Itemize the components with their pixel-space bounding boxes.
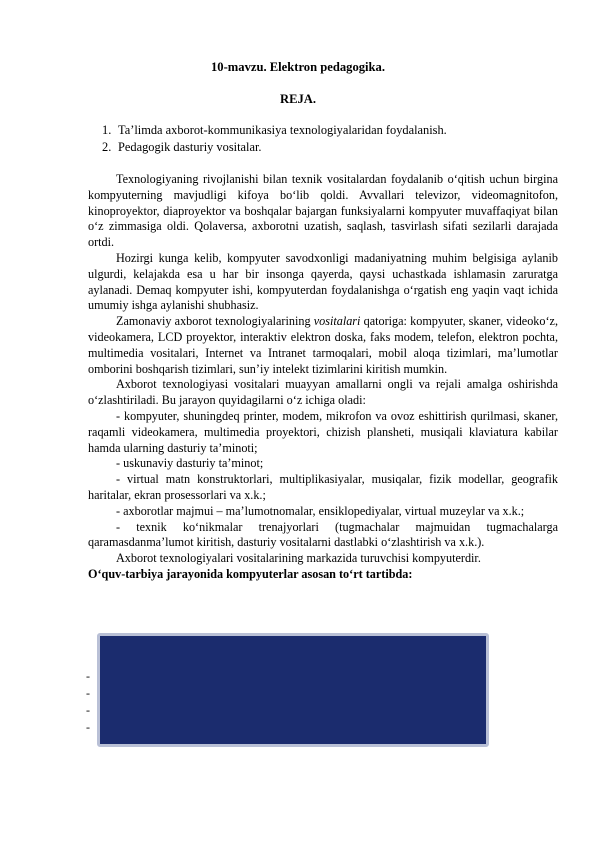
paragraph-text: qatoriga: kompyuter, skaner, videoko‘z, videokamera, LCD proyektor, interaktiv elektron doska, faks modem, telefon, elektron pochta, multimedia vositalari, Internet va Intranet tarmoqalari, mobil aloqa tizimlari, ma’lumotlar omborini boshqarish tizimlari, sun’iy intelekt tizimlarini kiritish mumkin.: [88, 314, 558, 376]
document-title: 10-mavzu. Elektron pedagogika.: [211, 60, 385, 74]
list-item: - virtual matn konstruktorlari, multiplikasiyalar, musiqalar, fizik modellar, geografik haritalar, ekran prosessorlari va x.k.;: [88, 472, 558, 502]
dash-marker: -: [86, 703, 90, 717]
section-lead: O‘quv-tarbiya jarayonida kompyuterlar asosan to‘rt tartibda:: [88, 566, 413, 581]
dash-marker: -: [86, 686, 90, 700]
plan-item-text: Ta’limda axborot-kommunikasiya texnologiyalaridan foydalanish.: [118, 123, 447, 137]
plan-item: [102, 139, 447, 156]
list-item: - uskunaviy dasturiy ta’minot;: [116, 456, 264, 471]
dash-list: [86, 668, 90, 736]
paragraph-text: Zamonaviy axborot texnologiyalarining: [116, 314, 314, 329]
dash-marker: -: [86, 720, 90, 734]
paragraph: Hozirgi kunga kelib, kompyuter savodxonligi madaniyatning muhim belgisiga aylanib ulgurdi, kelajakda esa u har bir insonga qayerda, qaysi uchastkada ishlamasin zaruratga aylanadi. Demaq kompyuter ishi, kompyuterdan foydalanishga o‘rgatish eng yaqin vaqt ichida umumiy ishga aylanishi shubhasiz.: [88, 250, 558, 313]
plan-heading: REJA.: [279, 92, 317, 106]
plan-item: [102, 122, 447, 139]
plan-item-text: Pedagogik dasturiy vositalar.: [118, 140, 262, 154]
italic-term: vositalari: [313, 314, 361, 329]
plan-item-number: 2.: [102, 140, 112, 154]
dash-marker: -: [86, 669, 90, 683]
plan-list: [102, 122, 447, 156]
body-text: [88, 172, 558, 583]
list-item: - kompyuter, shuningdeq printer, modem, mikrofon va ovoz eshittirish qurilmasi, skaner, raqamli videokamera, multimedia proyektori, chizish plansheti, musiqali klaviatura kabilar hamda ularning dasturiy ta’minoti;: [88, 408, 558, 455]
paragraph: [88, 314, 558, 377]
diagram-box: [97, 633, 489, 747]
paragraph: Axborot texnologiyalari vositalarining markazida turuvchisi kompyuterdir.: [116, 551, 481, 566]
list-item: - texnik ko‘nikmalar trenajyorlari (tugmachalar majmuidan tugmachalarga qaramasdanma’lumot kiritish, dasturiy vositalarni dastlabki o‘zlashtirish va x.k.).: [88, 519, 558, 550]
plan-item-number: 1.: [102, 123, 112, 137]
paragraph: Axborot texnologiyasi vositalari muayyan amallarni ongli va rejali amalga oshirishda o‘zlashtiriladi. Bu jarayon quyidagilarni o‘z ichiga oladi:: [88, 377, 558, 408]
paragraph: Texnologiyaning rivojlanishi bilan texnik vositalardan foydalanib o‘qitish uchun birgina kompyuterning mavjudligi kifoya bo‘lib qoldi. Avvallari televizor, videomagnitofon, kinoproyektor, diaproyektor va boshqalar bajargan funksiyalarni kompyuter muvaffaqiyat bilan o‘z zimmasiga oldi. Qolaversa, axborotni uzatish, saqlash, tasvirlash sifati sezilarli darajada ortdi.: [88, 172, 558, 250]
list-item: - axborotlar majmui – ma’lumotnomalar, ensiklopediyalar, virtual muzeylar va x.k.;: [116, 503, 525, 518]
